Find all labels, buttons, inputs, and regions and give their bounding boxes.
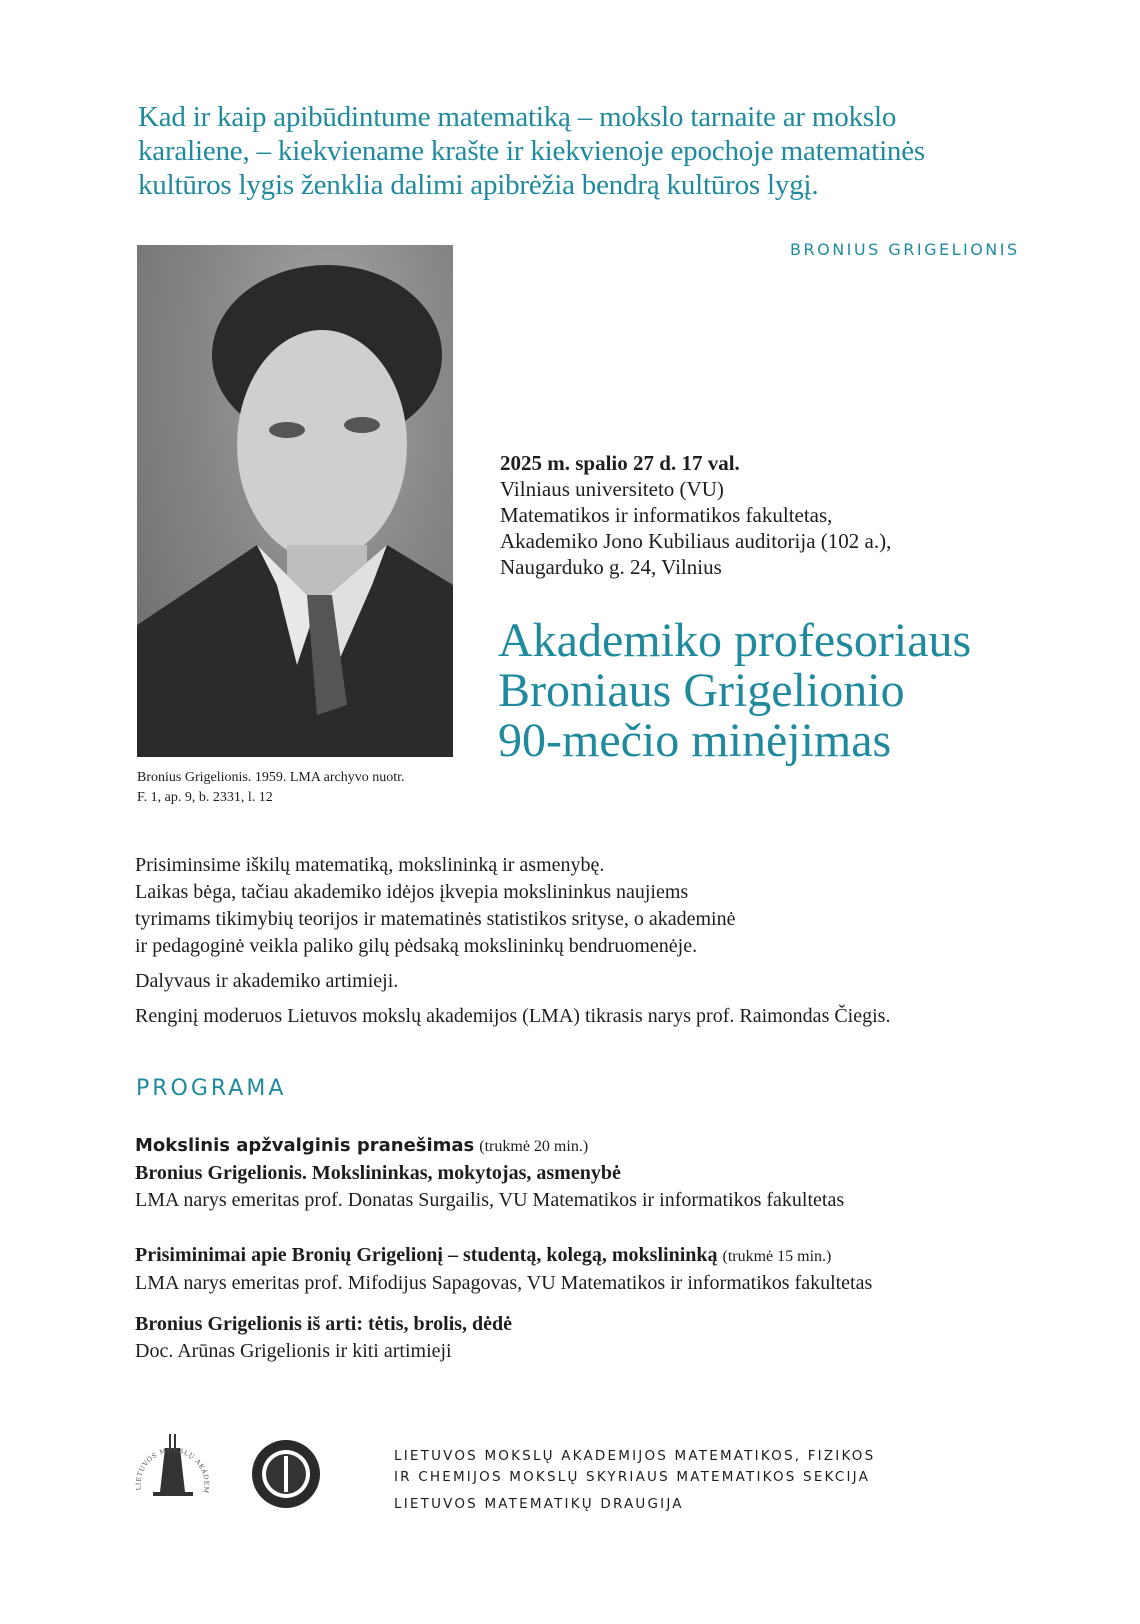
description: Prisiminsime iškilų matematiką, mokslininką ir asmenybę. Laikas bėga, tačiau akademiko idėjos įkvepia mokslininkus naujiems tyrimams tikimybių teorijos ir matematinės statistikos srityse, o akademinė ir pedagoginė veikla paliko gilų pėdsaką mokslininkų bendruomenėje. Dalyvaus ir akademiko artimieji. Renginį moderuos Lietuvos mokslų akademijos (LMA) tikrasis narys prof. Raimondas Čiegis. <box>135 854 891 1027</box>
lma-logo-text: LIETUVOS MOKSLŲ AKADEM <box>134 1446 211 1495</box>
programa-heading: PROGRAMA <box>136 1076 287 1101</box>
event-datetime: 2025 m. spalio 27 d. 17 val. <box>500 451 740 475</box>
quote-author: BRONIUS GRIGELIONIS <box>790 240 1020 259</box>
programa-list <box>135 1132 1035 1379</box>
portrait-photo <box>137 245 453 757</box>
program-item: Prisiminimai apie Bronių Grigelionį – studentą, kolegą, mokslininką (trukmė 15 min.) LMA narys emeritas prof. Mifodijus Sapagovas, VU Matematikos ir informatikos fakultetas <box>135 1244 873 1294</box>
event-title: Akademiko profesoriaus Broniaus Grigelionio 90-mečio minėjimas <box>498 614 972 767</box>
program-item: Bronius Grigelionis iš arti: tėtis, brolis, dėdė Doc. Arūnas Grigelionis ir kiti artimieji <box>135 1313 513 1362</box>
lmd-logo <box>250 1438 322 1514</box>
quote: Kad ir kaip apibūdintume matematiką – mokslo tarnaite ar mokslo karaliene, – kiekviename krašte ir kiekvienoje epochoje matematinės kultūros lygis ženklia dalimi apibrėžia bendrą kultūros lygį. <box>138 101 925 201</box>
photo-caption: Bronius Grigelionis. 1959. LMA archyvo nuotr. F. 1, ap. 9, b. 2331, l. 12 <box>137 770 405 805</box>
organizers: LIETUVOS MOKSLŲ AKADEMIJOS MATEMATIKOS, FIZIKOS IR CHEMIJOS MOKSLŲ SKYRIAUS MATEMATIKOS SEKCIJA LIETUVOS MATEMATIKŲ DRAUGIJA <box>394 1448 876 1512</box>
program-item: Mokslinis apžvalginis pranešimas (trukmė 20 min.) Bronius Grigelionis. Mokslininkas, mokytojas, asmenybė LMA narys emeritas prof. Donatas Surgailis, VU Matematikos ir informatikos fakultetas <box>135 1135 845 1211</box>
lma-logo <box>130 1428 215 1520</box>
event-info: 2025 m. spalio 27 d. 17 val. Vilniaus universiteto (VU) Matematikos ir informatikos fakultetas, Akademiko Jono Kubiliaus auditorija (102 a.), Naugarduko g. 24, Vilnius <box>500 451 892 579</box>
